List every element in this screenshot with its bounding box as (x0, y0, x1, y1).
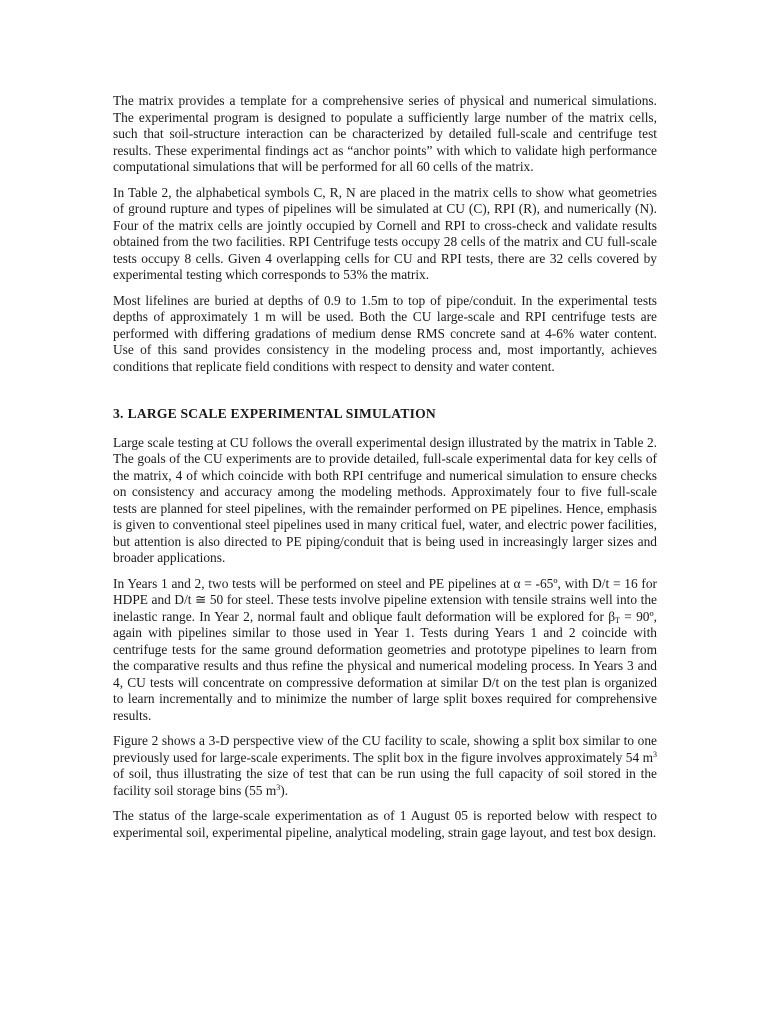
cubic-superscript-1: 3 (653, 749, 657, 759)
beta-subscript: T (615, 615, 620, 625)
intro-paragraph-1: The matrix provides a template for a comprehensive series of physical and numerical simulations. The experimental program is designed to populate a sufficiently large number of the matrix cells, such that soil-structure interaction can be characterized by detailed full-scale and centrifuge test results. These experimental findings act as “anchor points” with which to validate high performance computational simulations that will be performed for all 60 cells of the matrix. (113, 93, 657, 174)
section-paragraph-3-part-a: Figure 2 shows a 3-D perspective view of the CU facility to scale, showing a split box similar to one previously used for large-scale experiments. The split box in the figure involves approximately 54 m (113, 733, 657, 765)
section-title: LARGE SCALE EXPERIMENTAL SIMULATION (127, 406, 436, 421)
section-number: 3. (113, 406, 124, 421)
section-paragraph-2-part-b: = 90º, again with pipelines similar to those used in Year 1. Tests during Years 1 and 2 coincide with centrifuge tests for the same ground deformation geometries and prototype pipelines to learn from the comparative results and thus refine the physical and numerical modeling process. In Years 3 and 4, CU tests will concentrate on compressive deformation at similar D/t on the test plan is organized to learn incrementally and to minimize the number of large split boxes required for comprehensive results. (113, 608, 657, 723)
section-paragraph-3-part-b: of soil, thus illustrating the size of test that can be run using the full capacity of soil stored in the facility soil storage bins (55 m (113, 766, 657, 798)
section-paragraph-3 (113, 733, 657, 799)
document-page (113, 93, 657, 850)
section-paragraph-2-part-a: In Years 1 and 2, two tests will be performed on steel and PE pipelines at α = -65º, with D/t = 16 for HDPE and D/t ≅ 50 for steel. These tests involve pipeline extension with tensile strains well into the inelastic range. In Year 2, normal fault and oblique fault deformation will be explored for β (113, 575, 657, 624)
section-paragraph-2 (113, 576, 657, 725)
section-paragraph-4: The status of the large-scale experimentation as of 1 August 05 is reported below with respect to experimental soil, experimental pipeline, analytical modeling, strain gage layout, and test box design. (113, 808, 657, 840)
intro-paragraph-3: Most lifelines are buried at depths of 0.9 to 1.5m to top of pipe/conduit. In the experimental tests depths of approximately 1 m will be used. Both the CU large-scale and RPI centrifuge tests are performed with differing gradations of medium dense RMS concrete sand at 4-6% water content. Use of this sand provides consistency in the modeling process and, most importantly, achieves conditions that replicate field conditions with respect to density and water content. (113, 292, 657, 374)
cubic-superscript-2: 3 (276, 782, 281, 792)
section-paragraph-3-part-c: ). (280, 782, 289, 798)
intro-paragraph-2: In Table 2, the alphabetical symbols C, R, N are placed in the matrix cells to show what geometries of ground rupture and types of pipelines will be simulated at CU (C), RPI (R), and numerically (N). Four of the matrix cells are jointly occupied by Cornell and RPI to cross-check and validate results obtained from the two facilities. RPI Centrifuge tests occupy 28 cells of the matrix and CU full-scale tests occupy 8 cells. Given 4 overlapping cells for CU and RPI tests, there are 32 cells covered by experimental testing which corresponds to 53% the matrix. (113, 184, 657, 282)
section-paragraph-1: Large scale testing at CU follows the overall experimental design illustrated by the matrix in Table 2. The goals of the CU experiments are to provide detailed, full-scale experimental data for key cells of the matrix, 4 of which coincide with both RPI centrifuge and numerical simulation to ensure checks on consistency and accuracy among the modeling methods. Approximately four to five full-scale tests are planned for steel pipelines, with the remainder performed on PE pipelines. Hence, emphasis is given to conventional steel pipelines used in many critical fuel, water, and electric power facilities, but attention is also directed to PE piping/conduit that is being used in increasingly larger sizes and broader applications. (113, 434, 657, 565)
section-heading (113, 406, 657, 423)
